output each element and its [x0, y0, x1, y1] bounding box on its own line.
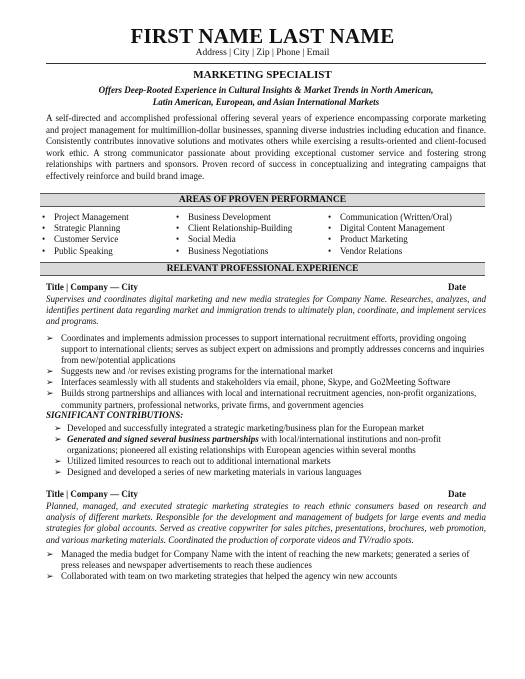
duty-item: ➢ Collaborated with team on two marketing strategies that helped the agency win new accounts: [46, 571, 398, 582]
experience-heading: RELEVANT PROFESSIONAL EXPERIENCE: [40, 262, 485, 276]
contribution-item: ➢ Designed and developed a series of new marketing materials in various languages: [54, 467, 362, 478]
duty-item: ➢ Managed the media budget for Company Name with the intent of reaching the new markets; generated a series of press releases and newspaper advertisements to reach these audiences: [46, 549, 470, 571]
job-2-header: [46, 489, 486, 499]
job-2-description: Planned, managed, and executed strategic marketing strategies to reach ethnic consumers based on research and analysis of different markets. Responsible for the development and management of budgets for large events and media strategies for global accounts. Served as creative copywriter for sales pitches, presentations, brochures, web promotion, and various marketing materials. Coordinated the production of corporate videos and TV/radio spots.: [46, 501, 486, 545]
contribution-item: ➢ Generated and signed several business partnerships with local/international institutions and non-profit organizations; pioneered all existing relationships with European agencies within several months: [54, 434, 442, 456]
header-rule: [46, 63, 486, 64]
skill-item: • Public Speaking: [42, 246, 129, 257]
skill-item: • Digital Content Management: [328, 223, 452, 234]
arrow-bullet-icon: ➢: [54, 423, 62, 433]
skill-item: • Business Negotiations: [176, 246, 292, 257]
skill-item: • Vendor Relations: [328, 246, 452, 257]
arrow-bullet-icon: ➢: [46, 366, 54, 377]
skill-item: • Client Relationship-Building: [176, 223, 292, 234]
job-1-description: Supervises and coordinates digital marketing and new media strategies for Company Name. Researches, analyzes, and identifies pertinent data regarding market and immigration trends to ultimately plan, coordinate, and implement services and programs.: [46, 294, 486, 327]
areas-heading: AREAS OF PROVEN PERFORMANCE: [40, 193, 485, 207]
contribution-item: ➢ Developed and successfully integrated a strategic marketing/business plan for the European market: [54, 423, 425, 433]
arrow-bullet-icon: ➢: [54, 467, 62, 478]
skill-item: • Social Media: [176, 234, 292, 245]
duty-item: ➢ Builds strong partnerships and alliances with local and international recruitment agencies, non-profit organizations, community partners, professional networks, private firms, and government agencies: [46, 388, 477, 410]
skills-column-3: [328, 212, 452, 257]
arrow-bullet-icon: ➢: [54, 456, 62, 467]
skills-column-2: [176, 212, 292, 257]
candidate-name: FIRST NAME LAST NAME: [130, 24, 395, 48]
arrow-bullet-icon: ➢: [54, 434, 62, 445]
skill-item: • Project Management: [42, 212, 129, 223]
contributions-list: [54, 423, 486, 478]
arrow-bullet-icon: ➢: [46, 377, 54, 388]
skill-item: • Communication (Written/Oral): [328, 212, 452, 223]
summary-paragraph: A self-directed and accomplished professional offering several years of experience encompassing corporate marketing and project management for multimillion-dollar businesses, spanning diverse industries including education and finance. Consistently contributes innovative solutions and motivates others while exercising a results-oriented and client-focused work ethic. A strong communicator passionate about providing exceptional customer service and fostering strong relationships with partners and sponsors. Proven record of success in conceptualizing and integrating campaigns that effectively reinforce and build brand image.: [46, 113, 486, 181]
contact-line: Address | City | Zip | Phone | Email: [195, 48, 330, 58]
professional-title: MARKETING SPECIALIST: [193, 69, 332, 81]
job-1-title: Title | Company — City: [46, 282, 138, 292]
contribution-item: ➢ Utilized limited resources to reach out to additional international markets: [54, 456, 331, 467]
contributions-heading: SIGNIFICANT CONTRIBUTIONS:: [46, 410, 184, 420]
arrow-bullet-icon: ➢: [46, 333, 54, 343]
arrow-bullet-icon: ➢: [46, 388, 54, 399]
tagline-line-2: Latin American, European, and Asian International Markets: [152, 97, 380, 107]
duty-item: ➢ Suggests new and /or revises existing programs for the international market: [46, 366, 333, 377]
skill-item: • Strategic Planning: [42, 223, 129, 234]
job-2-date: Date: [448, 489, 466, 499]
job-2-duties: [46, 549, 486, 582]
job-1-duties: [46, 333, 486, 411]
duty-item: ➢ Coordinates and implements admission processes to support international recruitment efforts, providing ongoing support to international clients; serves as subject expert on admissions and promptly addresses concerns and inquiries from new/potential applications: [46, 333, 485, 366]
skill-item: • Product Marketing: [328, 234, 452, 245]
tagline-line-1: Offers Deep-Rooted Experience in Cultural Insights & Market Trends in North American,: [98, 85, 434, 95]
skills-column-1: [42, 212, 129, 257]
skill-item: • Business Development: [176, 212, 292, 223]
arrow-bullet-icon: ➢: [46, 571, 54, 582]
job-1-header: [46, 282, 486, 292]
job-1-date: Date: [448, 282, 466, 292]
skill-item: • Customer Service: [42, 234, 129, 245]
job-2-title: Title | Company — City: [46, 489, 138, 499]
duty-item: ➢ Interfaces seamlessly with all students and stakeholders via email, phone, Skype, and Go2Meeting Software: [46, 377, 451, 388]
arrow-bullet-icon: ➢: [46, 549, 54, 559]
